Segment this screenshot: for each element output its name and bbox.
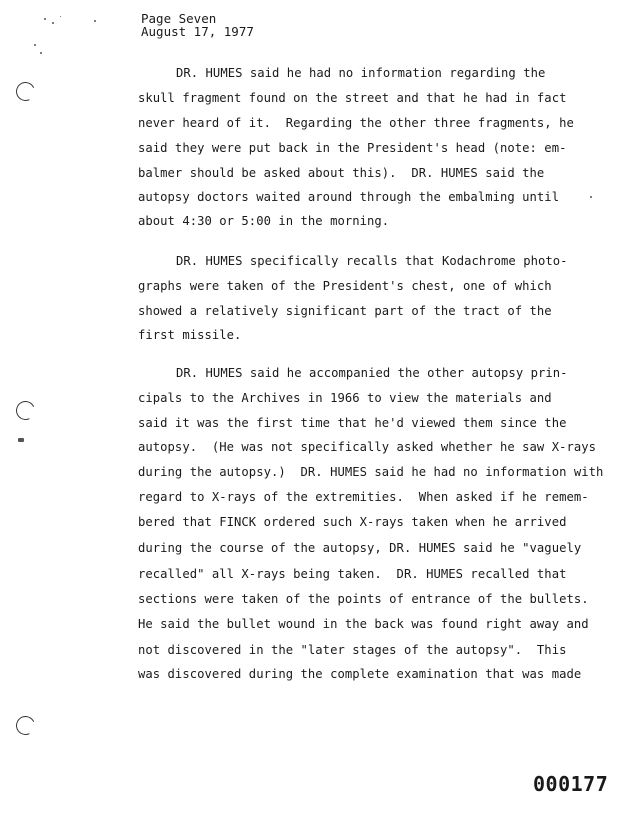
document-number: 000177 xyxy=(533,772,609,796)
body-line: DR. HUMES specifically recalls that Kodachrome photo- xyxy=(176,254,568,268)
scan-speck xyxy=(18,438,24,442)
body-line: regard to X-rays of the extremities. When asked if he remem- xyxy=(138,490,589,504)
body-line: recalled" all X-rays being taken. DR. HUMES recalled that xyxy=(138,567,567,581)
page-date: August 17, 1977 xyxy=(141,24,254,39)
body-line: autopsy. (He was not specifically asked whether he saw X-rays xyxy=(138,440,597,454)
scan-speck xyxy=(34,44,36,46)
scan-speck xyxy=(52,22,54,24)
page-header xyxy=(141,12,254,38)
body-line: first missile. xyxy=(138,328,242,342)
body-line: DR. HUMES said he had no information regarding the xyxy=(176,66,546,80)
scan-speck xyxy=(40,52,42,54)
body-line: showed a relatively significant part of the tract of the xyxy=(138,304,552,318)
body-line: never heard of it. Regarding the other three fragments, he xyxy=(138,116,574,130)
body-line: He said the bullet wound in the back was found right away and xyxy=(138,617,589,631)
body-line: balmer should be asked about this). DR. HUMES said the xyxy=(138,166,545,180)
body-line: skull fragment found on the street and that he had in fact xyxy=(138,91,567,105)
body-line: said they were put back in the President's head (note: em- xyxy=(138,141,567,155)
page-number: Page Seven xyxy=(141,11,217,26)
body-line: bered that FINCK ordered such X-rays taken when he arrived xyxy=(138,515,567,529)
body-line: DR. HUMES said he accompanied the other autopsy prin- xyxy=(176,366,568,380)
body-line: graphs were taken of the President's chest, one of which xyxy=(138,279,552,293)
body-line: autopsy doctors waited around through the embalming until xyxy=(138,190,560,204)
body-line: sections were taken of the points of entrance of the bullets. xyxy=(138,592,589,606)
body-line: said it was the first time that he'd viewed them since the xyxy=(138,416,567,430)
scan-speck xyxy=(44,18,46,20)
body-line: about 4:30 or 5:00 in the morning. xyxy=(138,214,390,228)
binder-hole-icon xyxy=(13,398,37,422)
body-line: cipals to the Archives in 1966 to view the materials and xyxy=(138,391,552,405)
body-line: during the autopsy.) DR. HUMES said he had no information with xyxy=(138,465,604,479)
binder-hole-icon xyxy=(13,79,37,103)
body-line: during the course of the autopsy, DR. HUMES said he "vaguely xyxy=(138,541,582,555)
scan-speck xyxy=(590,196,592,198)
body-line: not discovered in the "later stages of the autopsy". This xyxy=(138,643,567,657)
scan-speck xyxy=(94,20,96,22)
binder-hole-icon xyxy=(13,713,37,737)
body-line: was discovered during the complete examination that was made xyxy=(138,667,582,681)
scan-speck xyxy=(60,16,61,17)
